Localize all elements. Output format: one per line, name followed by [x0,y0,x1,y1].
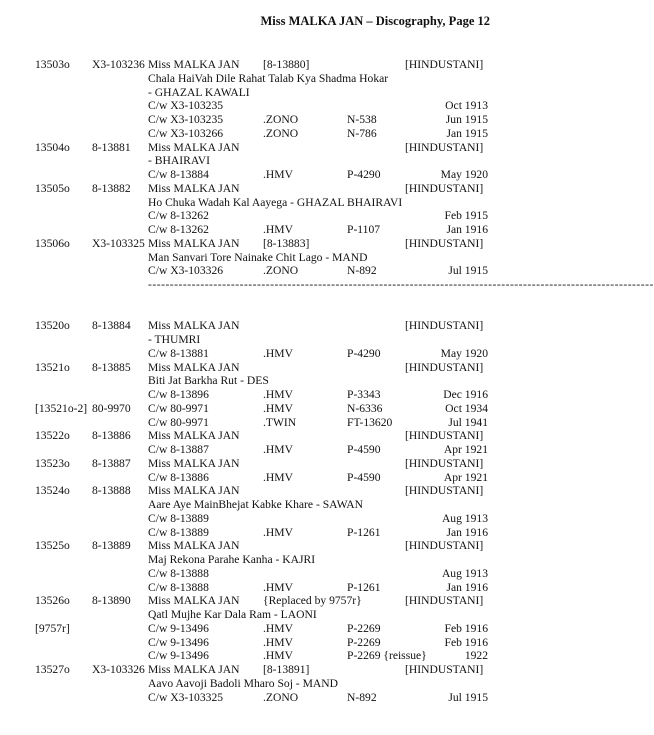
record-label: .HMV [263,580,293,594]
take-number: 13527o [35,663,70,676]
matrix-number: 8-13884 [92,319,131,333]
issue-date: 1922 [464,649,488,663]
issue-date: May 1920 [440,346,488,360]
genre: [HINDUSTANI] [405,58,484,71]
entry-text: - GHAZAL KAWALI [148,85,250,99]
catalogue-number: N-892 [347,690,377,704]
entry-line [0,72,530,86]
issue-date: Apr 1921 [443,470,488,484]
matrix-number: X3-103325 [92,236,145,250]
genre: [HINDUSTANI] [405,539,484,553]
coupling: C/w 8-13887 [148,443,209,456]
entry-line [0,374,530,388]
entry-line [0,388,530,402]
catalogue-number: P-4290 [347,346,381,360]
genre: [HINDUSTANI] [405,140,484,154]
take-number: 13524o [35,484,70,498]
matrix-number: 80-9970 [92,401,131,415]
entry-line [0,86,530,100]
coupling: C/w 8-13262 [148,223,209,236]
entry-line [0,141,530,155]
entry-line [0,113,530,127]
entry-text: Miss MALKA JAN [148,594,240,608]
blank-line [0,292,530,306]
entry-text: Ho Chuka Wadah Kal Aayega - GHAZAL BHAIRAVI [148,195,403,209]
section-separator [0,278,654,292]
record-label: .HMV [263,401,293,415]
catalogue-number: P-2269 [347,635,381,649]
entry-text: Maj Rekona Parahe Kanha - KAJRI [148,553,316,566]
matrix-number: 8-13889 [92,539,131,553]
record-label: .ZONO [263,126,299,140]
reference: [8-13883] [263,236,310,250]
entry-text: Miss MALKA JAN [148,539,240,553]
genre: [HINDUSTANI] [405,181,484,195]
entry-text: Miss MALKA JAN [148,319,240,333]
issue-date: Jun 1915 [445,113,488,126]
catalogue-number: FT-13620 [347,415,393,429]
issue-date: Dec 1916 [443,388,488,401]
issue-date: Aug 1913 [441,511,488,525]
record-label: .HMV [263,635,293,649]
entry-line [0,127,530,141]
entry-line [0,264,530,278]
record-label: .HMV [263,388,293,401]
take-number: [13521o-2] [35,401,88,415]
blank-line [0,306,530,320]
take-number: [9757r] [35,621,70,635]
entry-line [0,594,530,608]
entry-line [0,416,530,430]
entry-text: Miss MALKA JAN [148,663,240,676]
matrix-number: 8-13888 [92,484,131,498]
issue-date: Jul 1915 [448,264,488,278]
issue-date: Apr 1921 [443,443,488,456]
entry-text: Biti Jat Barkha Rut - DES [148,374,269,388]
take-number: 13526o [35,594,70,608]
coupling: C/w 8-13886 [148,470,209,484]
entry-line [0,223,530,237]
entry-line [0,498,530,512]
coupling: C/w 8-13888 [148,580,209,594]
coupling: C/w 9-13496 [148,635,209,649]
take-number: 13506o [35,236,70,250]
entry-line [0,168,530,182]
entry-line [0,457,530,471]
entry-line [0,636,530,650]
catalogue-number: N-6336 [347,401,383,415]
entry-line [0,154,530,168]
coupling: C/w 8-13896 [148,388,209,401]
record-label: .HMV [263,168,293,181]
entry-text: Miss MALKA JAN [148,456,240,470]
matrix-number: 8-13881 [92,140,131,154]
entry-text: Miss MALKA JAN [148,360,240,374]
coupling: C/w X3-103325 [148,690,224,704]
entry-line [0,182,530,196]
catalogue-number: P-3343 [347,388,381,401]
entry-text: Miss MALKA JAN [148,181,240,195]
issue-date: Oct 1934 [445,401,488,415]
coupling: C/w X3-103326 [148,264,224,278]
entry-text: Qatl Mujhe Kar Dala Ram - LAONI [148,608,317,621]
take-number: 13503o [35,58,70,71]
entry-line [0,567,530,581]
matrix-number: 8-13882 [92,181,131,195]
entry-text: Miss MALKA JAN [148,58,240,71]
entry-line [0,608,530,622]
entry-line [0,539,530,553]
reference: [8-13880] [263,58,310,71]
catalogue-number: P-2269 {reissue} [347,649,427,663]
record-label: .HMV [263,649,293,663]
entry-line [0,526,530,540]
entry-line [0,58,530,72]
entry-line [0,402,530,416]
entry-text: Aavo Aavoji Badoli Mharo Soj - MAND [148,676,338,690]
issue-date: Feb 1915 [444,209,488,223]
take-number: 13522o [35,429,70,443]
matrix-number: 8-13886 [92,429,131,443]
catalogue-number: N-538 [347,113,377,126]
entry-line [0,622,530,636]
coupling: C/w 8-13889 [148,525,209,539]
catalogue-number: P-2269 [347,621,381,635]
take-number: 13521o [35,360,70,374]
genre: [HINDUSTANI] [405,456,484,470]
catalogue-number: P-1107 [347,223,381,236]
record-label: .HMV [263,346,293,360]
entry-line [0,99,530,113]
entry-text: Chala HaiVah Dile Rahat Talab Kya Shadma Hokar [148,71,389,85]
entry-line [0,484,530,498]
coupling: C/w 8-13881 [148,346,209,360]
coupling: C/w X3-103235 [148,113,224,126]
entry-line [0,649,530,663]
issue-date: Jan 1916 [446,525,488,539]
record-label: .HMV [263,621,293,635]
entry-line [0,553,530,567]
catalogue-number: N-892 [347,264,377,278]
issue-date: Jul 1915 [448,690,488,704]
entry-line [0,581,530,595]
entry-line [0,663,530,677]
entry-line [0,443,530,457]
catalogue-number: N-786 [347,126,377,140]
issue-date: Feb 1916 [444,635,488,649]
matrix-number: 8-13887 [92,456,131,470]
entry-line [0,691,530,705]
take-number: 13525o [35,539,70,553]
entry-line [0,677,530,691]
entry-text: Miss MALKA JAN [148,236,240,250]
coupling: C/w 8-13884 [148,168,209,181]
matrix-number: 8-13885 [92,360,131,374]
catalogue-number: P-4590 [347,470,381,484]
matrix-number: 8-13890 [92,594,131,608]
matrix-number: X3-103326 [92,663,145,676]
record-label: .ZONO [263,113,299,126]
entry-text: Miss MALKA JAN [148,140,240,154]
issue-date: Oct 1913 [445,99,488,113]
entry-line [0,251,530,265]
issue-date: Feb 1916 [444,621,488,635]
record-label: .ZONO [263,690,299,704]
record-label: .ZONO [263,264,299,278]
entry-line [0,209,530,223]
take-number: 13523o [35,456,70,470]
entry-line [0,361,530,375]
issue-date: Jan 1915 [446,126,488,140]
genre: [HINDUSTANI] [405,236,484,250]
coupling: C/w 8-13888 [148,566,209,580]
issue-date: Jul 1941 [448,415,488,429]
coupling: C/w X3-103266 [148,126,224,140]
issue-date: May 1920 [440,168,488,181]
reference: {Replaced by 9757r} [263,594,362,608]
issue-date: Aug 1913 [441,566,488,580]
genre: [HINDUSTANI] [405,484,484,498]
genre: [HINDUSTANI] [405,594,484,608]
take-number: 13505o [35,181,70,195]
entry-text: - THUMRI [148,333,201,346]
issue-date: Jan 1916 [446,223,488,236]
genre: [HINDUSTANI] [405,429,484,443]
dashed-rule: -------------------------------------------------------------------------------------------------------------------- [148,278,654,291]
entry-text: Miss MALKA JAN [148,429,240,443]
entry-line [0,347,530,361]
genre: [HINDUSTANI] [405,663,484,676]
record-label: .TWIN [263,415,297,429]
coupling: C/w X3-103235 [148,99,224,113]
page-header: Miss MALKA JAN – Discography, Page 12 [260,14,490,28]
matrix-number: X3-103236 [92,58,145,71]
issue-date: Jan 1916 [446,580,488,594]
take-number: 13520o [35,319,70,333]
reference: [8-13891] [263,663,310,676]
record-label: .HMV [263,525,293,539]
coupling: C/w 8-13889 [148,511,209,525]
coupling: C/w 80-9971 [148,415,209,429]
catalogue-number: P-1261 [347,525,381,539]
coupling: C/w 80-9971 [148,401,209,415]
entry-text: Man Sanvari Tore Nainake Chit Lago - MAND [148,250,368,264]
catalogue-number: P-1261 [347,580,381,594]
genre: [HINDUSTANI] [405,360,484,374]
coupling: C/w 9-13496 [148,621,209,635]
entry-line [0,237,530,251]
entry-text: - BHAIRAVI [148,154,210,168]
record-label: .HMV [263,470,293,484]
entry-line [0,429,530,443]
entry-text: Miss MALKA JAN [148,484,240,498]
entry-line [0,196,530,210]
entry-line [0,319,530,333]
genre: [HINDUSTANI] [405,319,484,333]
record-label: .HMV [263,223,293,236]
record-label: .HMV [263,443,293,456]
entry-line [0,512,530,526]
catalogue-number: P-4290 [347,168,381,181]
coupling: C/w 8-13262 [148,209,209,223]
coupling: C/w 9-13496 [148,649,209,663]
entry-text: Aare Aye MainBhejat Kabke Khare - SAWAN [148,498,363,511]
take-number: 13504o [35,140,70,154]
catalogue-number: P-4590 [347,443,381,456]
entry-line [0,333,530,347]
entry-line [0,471,530,485]
